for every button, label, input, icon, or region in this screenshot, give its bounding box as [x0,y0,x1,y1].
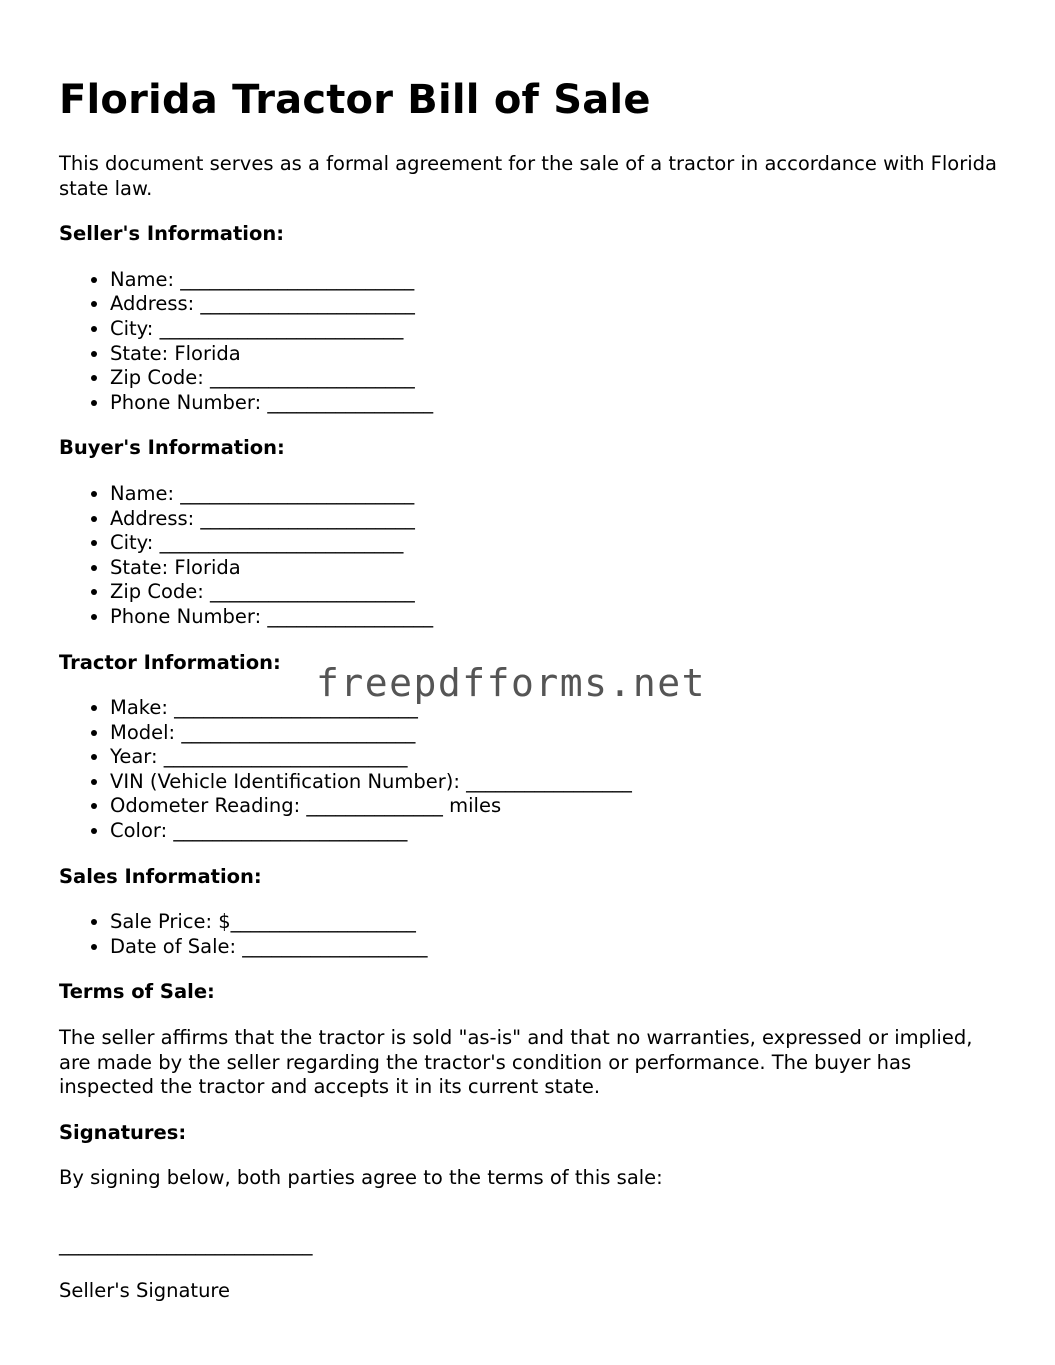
tractor-odometer-field: • Odometer Reading: ______________ miles [110,794,999,819]
sales-list [59,910,999,959]
buyer-list [59,482,999,630]
buyer-zip-field: • Zip Code: _____________________ [110,580,999,605]
tractor-vin-field: • VIN (Vehicle Identification Number): _________________ [110,770,999,795]
seller-state-field: • State: Florida [110,342,999,367]
sale-date-field: • Date of Sale: ___________________ [110,935,999,960]
tractor-make-field: • Make: _________________________ [110,696,999,721]
buyer-state-field: • State: Florida [110,556,999,581]
buyer-name-field: • Name: ________________________ [110,482,999,507]
seller-name-field: • Name: ________________________ [110,268,999,293]
signatures-heading: Signatures: [59,1120,187,1144]
seller-zip-field: • Zip Code: _____________________ [110,366,999,391]
tractor-year-field: • Year: _________________________ [110,745,999,770]
tractor-heading: Tractor Information: [59,650,281,674]
seller-heading: Seller's Information: [59,222,285,246]
document-title: Florida Tractor Bill of Sale [59,77,651,123]
sale-price-field: • Sale Price: $___________________ [110,910,999,935]
buyer-phone-field: • Phone Number: _________________ [110,605,999,630]
seller-city-field: • City: _________________________ [110,317,999,342]
signatures-paragraph: By signing below, both parties agree to the terms of this sale: [59,1166,663,1190]
seller-signature-label: Seller's Signature [59,1278,231,1302]
tractor-model-field: • Model: ________________________ [110,721,999,746]
seller-list [59,268,999,416]
terms-paragraph: The seller affirms that the tractor is sold "as-is" and that no warranties, expressed or implied, are made by the seller regarding the tractor's condition or performance. The buyer has inspected the tractor and accepts it in its current state. [59,1026,973,1099]
buyer-heading: Buyer's Information: [59,436,285,460]
buyer-address-field: • Address: ______________________ [110,507,999,532]
sales-heading: Sales Information: [59,864,262,888]
seller-signature-line: __________________________ [59,1233,313,1256]
intro-paragraph: This document serves as a formal agreement for the sale of a tractor in accordance with Florida state law. [59,152,997,200]
tractor-list [59,696,999,844]
terms-heading: Terms of Sale: [59,980,215,1004]
watermark: freepdfforms.net [316,661,707,705]
buyer-city-field: • City: _________________________ [110,531,999,556]
seller-phone-field: • Phone Number: _________________ [110,391,999,416]
seller-address-field: • Address: ______________________ [110,292,999,317]
tractor-color-field: • Color: ________________________ [110,819,999,844]
